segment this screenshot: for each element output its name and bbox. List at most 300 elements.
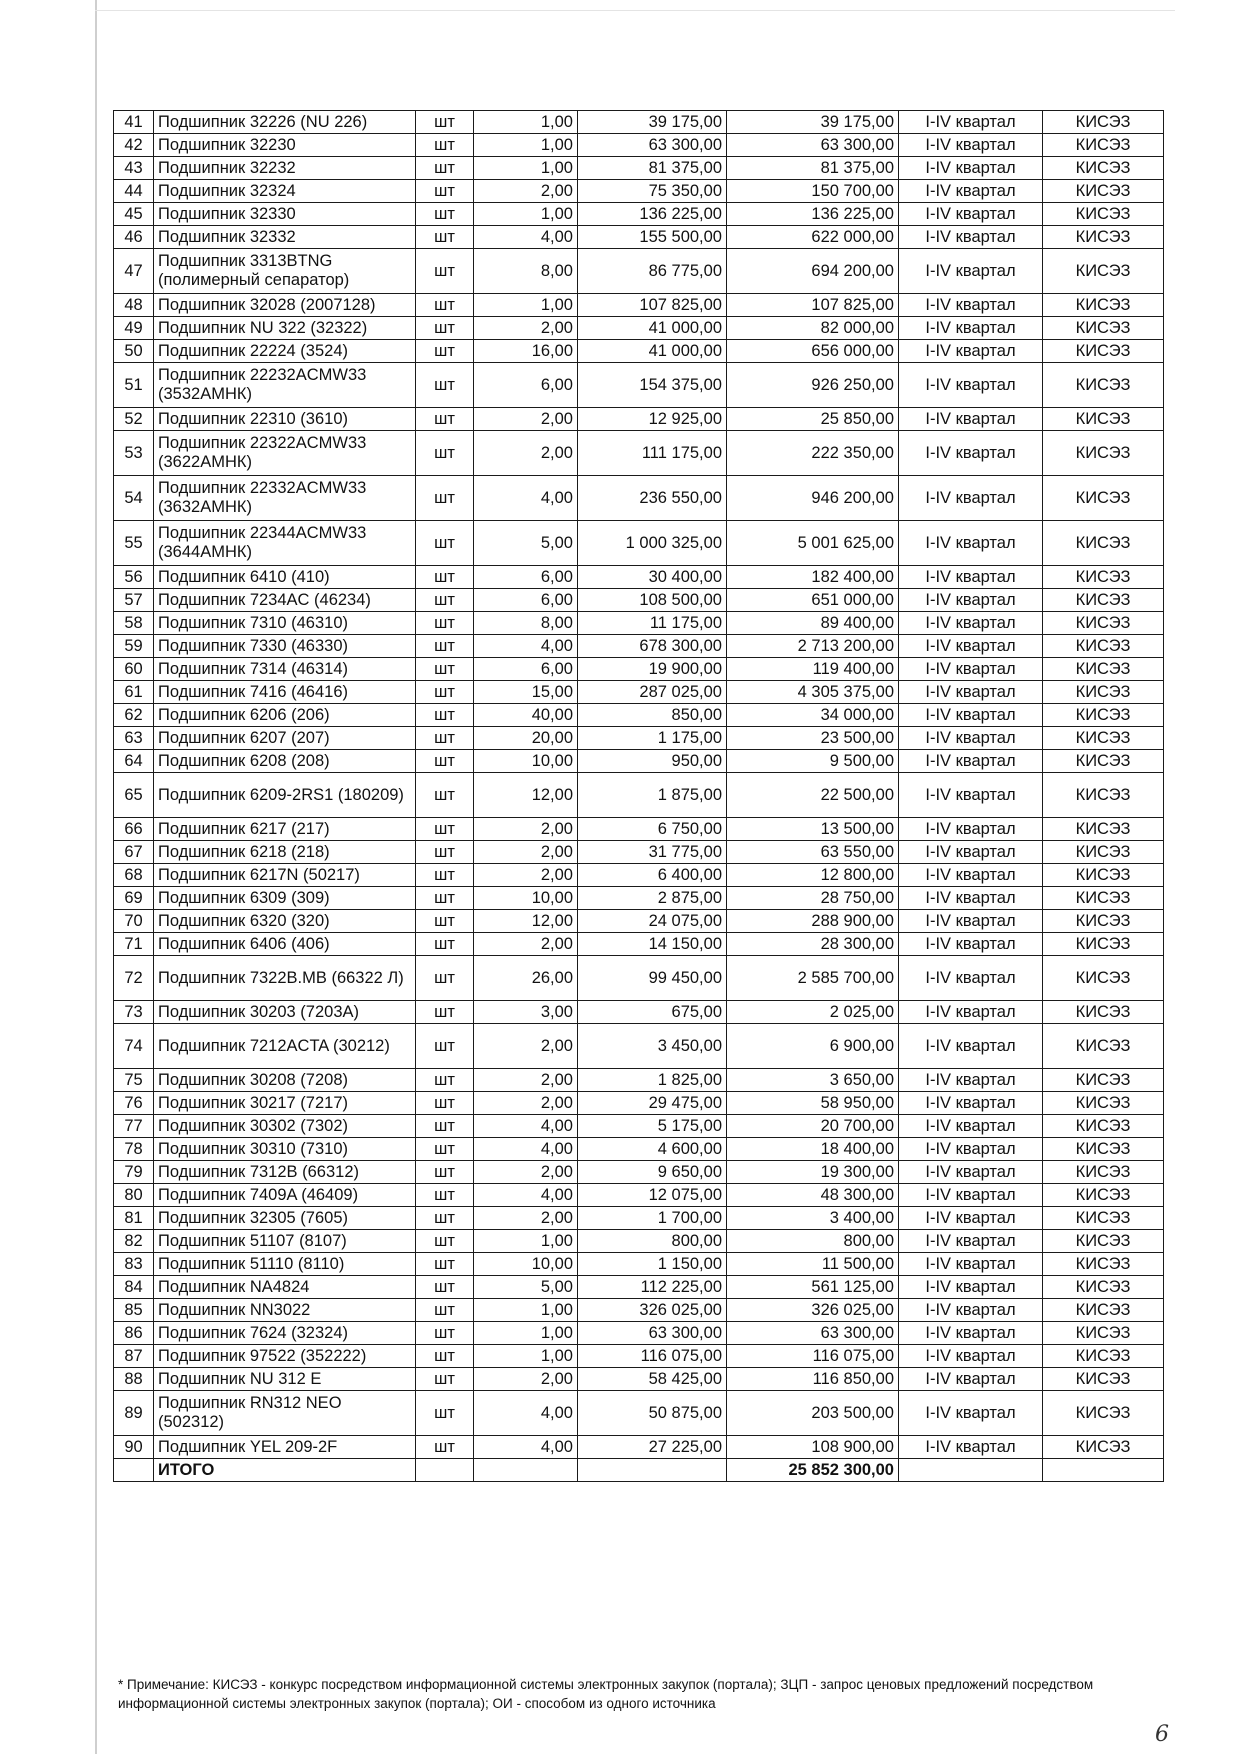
line-sum-cell: 28 750,00 [727, 887, 899, 910]
item-name-cell: Подшипник 22344ACMW33 (3644АМНК) [154, 521, 416, 566]
unit-cell: шт [416, 658, 474, 681]
line-sum-cell: 119 400,00 [727, 658, 899, 681]
item-name-cell: Подшипник 22232ACMW33 (3532АМНК) [154, 363, 416, 408]
delivery-period-cell: I-IV квартал [899, 956, 1043, 1001]
row-number-cell: 69 [114, 887, 154, 910]
delivery-period-cell: I-IV квартал [899, 1184, 1043, 1207]
row-number-cell: 50 [114, 340, 154, 363]
table-row [114, 1253, 1164, 1276]
table-row [114, 340, 1164, 363]
quantity-cell: 12,00 [474, 773, 578, 818]
row-number-cell: 48 [114, 294, 154, 317]
item-name-cell: Подшипник 6309 (309) [154, 887, 416, 910]
line-sum-cell: 108 900,00 [727, 1436, 899, 1459]
quantity-cell: 1,00 [474, 203, 578, 226]
procurement-method-cell: КИСЭЗ [1043, 203, 1164, 226]
row-number-cell: 52 [114, 408, 154, 431]
unit-cell: шт [416, 408, 474, 431]
procurement-method-cell: КИСЭЗ [1043, 566, 1164, 589]
item-name-cell: Подшипник 7330 (46330) [154, 635, 416, 658]
table-row [114, 134, 1164, 157]
item-name-cell: Подшипник 32028 (2007128) [154, 294, 416, 317]
delivery-period-cell: I-IV квартал [899, 476, 1043, 521]
row-number-cell: 82 [114, 1230, 154, 1253]
quantity-cell: 8,00 [474, 612, 578, 635]
line-sum-cell: 39 175,00 [727, 111, 899, 134]
item-name-cell: Подшипник RN312 NEO (502312) [154, 1391, 416, 1436]
quantity-cell: 10,00 [474, 887, 578, 910]
item-name-cell: Подшипник 6218 (218) [154, 841, 416, 864]
total-empty-cell [114, 1459, 154, 1482]
line-sum-cell: 13 500,00 [727, 818, 899, 841]
line-sum-cell: 82 000,00 [727, 317, 899, 340]
unit-price-cell: 30 400,00 [578, 566, 727, 589]
footnote: * Примечание: КИСЭЗ - конкурс посредством информационной системы электронных закупок (портала); ЗЦП - запрос ценовых предложений посредством информационной системы электронных закупок (портала); ОИ - способом из одного источника [118, 1677, 1094, 1711]
quantity-cell: 4,00 [474, 1436, 578, 1459]
quantity-cell: 1,00 [474, 1299, 578, 1322]
line-sum-cell: 63 300,00 [727, 1322, 899, 1345]
line-sum-cell: 561 125,00 [727, 1276, 899, 1299]
delivery-period-cell: I-IV квартал [899, 408, 1043, 431]
line-sum-cell: 48 300,00 [727, 1184, 899, 1207]
table-row [114, 727, 1164, 750]
delivery-period-cell: I-IV квартал [899, 180, 1043, 203]
quantity-cell: 3,00 [474, 1001, 578, 1024]
row-number-cell: 43 [114, 157, 154, 180]
item-name-cell: Подшипник NA4824 [154, 1276, 416, 1299]
page-number: 6 [1155, 1722, 1169, 1747]
item-name-cell: Подшипник 30310 (7310) [154, 1138, 416, 1161]
line-sum-cell: 116 075,00 [727, 1345, 899, 1368]
item-name-cell: Подшипник 6209-2RS1 (180209) [154, 773, 416, 818]
delivery-period-cell: I-IV квартал [899, 1322, 1043, 1345]
delivery-period-cell: I-IV квартал [899, 363, 1043, 408]
row-number-cell: 51 [114, 363, 154, 408]
quantity-cell: 2,00 [474, 408, 578, 431]
item-name-cell: Подшипник 7212ACTA (30212) [154, 1024, 416, 1069]
unit-cell: шт [416, 1161, 474, 1184]
delivery-period-cell: I-IV квартал [899, 773, 1043, 818]
item-name-cell: Подшипник 30208 (7208) [154, 1069, 416, 1092]
procurement-method-cell: КИСЭЗ [1043, 1207, 1164, 1230]
unit-cell: шт [416, 635, 474, 658]
quantity-cell: 4,00 [474, 1138, 578, 1161]
row-number-cell: 57 [114, 589, 154, 612]
row-number-cell: 88 [114, 1368, 154, 1391]
procurement-method-cell: КИСЭЗ [1043, 363, 1164, 408]
line-sum-cell: 19 300,00 [727, 1161, 899, 1184]
row-number-cell: 68 [114, 864, 154, 887]
quantity-cell: 8,00 [474, 249, 578, 294]
total-sum: 25 852 300,00 [727, 1459, 899, 1482]
unit-cell: шт [416, 203, 474, 226]
unit-cell: шт [416, 750, 474, 773]
row-number-cell: 66 [114, 818, 154, 841]
table-body [114, 111, 1164, 1482]
procurement-method-cell: КИСЭЗ [1043, 612, 1164, 635]
quantity-cell: 6,00 [474, 589, 578, 612]
quantity-cell: 5,00 [474, 521, 578, 566]
unit-cell: шт [416, 704, 474, 727]
unit-price-cell: 326 025,00 [578, 1299, 727, 1322]
unit-cell: шт [416, 864, 474, 887]
quantity-cell: 15,00 [474, 681, 578, 704]
quantity-cell: 2,00 [474, 431, 578, 476]
table-row [114, 1276, 1164, 1299]
procurement-method-cell: КИСЭЗ [1043, 658, 1164, 681]
table-row [114, 203, 1164, 226]
delivery-period-cell: I-IV квартал [899, 1230, 1043, 1253]
row-number-cell: 81 [114, 1207, 154, 1230]
unit-cell: шт [416, 340, 474, 363]
unit-cell: шт [416, 363, 474, 408]
row-number-cell: 61 [114, 681, 154, 704]
line-sum-cell: 622 000,00 [727, 226, 899, 249]
unit-price-cell: 136 225,00 [578, 203, 727, 226]
table-row [114, 589, 1164, 612]
procurement-method-cell: КИСЭЗ [1043, 1299, 1164, 1322]
delivery-period-cell: I-IV квартал [899, 1115, 1043, 1138]
row-number-cell: 56 [114, 566, 154, 589]
delivery-period-cell: I-IV квартал [899, 910, 1043, 933]
item-name-cell: Подшипник 6217N (50217) [154, 864, 416, 887]
delivery-period-cell: I-IV квартал [899, 887, 1043, 910]
line-sum-cell: 182 400,00 [727, 566, 899, 589]
table-row [114, 1138, 1164, 1161]
unit-cell: шт [416, 1001, 474, 1024]
quantity-cell: 4,00 [474, 476, 578, 521]
procurement-method-cell: КИСЭЗ [1043, 1436, 1164, 1459]
quantity-cell: 6,00 [474, 363, 578, 408]
line-sum-cell: 25 850,00 [727, 408, 899, 431]
unit-cell: шт [416, 1230, 474, 1253]
item-name-cell: Подшипник NU 322 (32322) [154, 317, 416, 340]
unit-price-cell: 155 500,00 [578, 226, 727, 249]
total-label: ИТОГО [154, 1459, 416, 1482]
unit-price-cell: 800,00 [578, 1230, 727, 1253]
item-name-cell: Подшипник 32332 [154, 226, 416, 249]
line-sum-cell: 694 200,00 [727, 249, 899, 294]
unit-price-cell: 12 075,00 [578, 1184, 727, 1207]
table-row [114, 180, 1164, 203]
procurement-method-cell: КИСЭЗ [1043, 1161, 1164, 1184]
unit-price-cell: 116 075,00 [578, 1345, 727, 1368]
item-name-cell: Подшипник 97522 (352222) [154, 1345, 416, 1368]
procurement-method-cell: КИСЭЗ [1043, 134, 1164, 157]
quantity-cell: 2,00 [474, 1092, 578, 1115]
unit-price-cell: 27 225,00 [578, 1436, 727, 1459]
procurement-method-cell: КИСЭЗ [1043, 317, 1164, 340]
row-number-cell: 59 [114, 635, 154, 658]
procurement-method-cell: КИСЭЗ [1043, 340, 1164, 363]
delivery-period-cell: I-IV квартал [899, 1345, 1043, 1368]
unit-price-cell: 236 550,00 [578, 476, 727, 521]
unit-price-cell: 81 375,00 [578, 157, 727, 180]
quantity-cell: 4,00 [474, 635, 578, 658]
unit-cell: шт [416, 1322, 474, 1345]
row-number-cell: 54 [114, 476, 154, 521]
delivery-period-cell: I-IV квартал [899, 841, 1043, 864]
row-number-cell: 62 [114, 704, 154, 727]
unit-cell: шт [416, 910, 474, 933]
table-row [114, 521, 1164, 566]
quantity-cell: 2,00 [474, 1368, 578, 1391]
table-row [114, 933, 1164, 956]
line-sum-cell: 926 250,00 [727, 363, 899, 408]
quantity-cell: 5,00 [474, 1276, 578, 1299]
line-sum-cell: 9 500,00 [727, 750, 899, 773]
line-sum-cell: 2 025,00 [727, 1001, 899, 1024]
table-row [114, 363, 1164, 408]
unit-cell: шт [416, 727, 474, 750]
unit-cell: шт [416, 111, 474, 134]
table-row [114, 566, 1164, 589]
line-sum-cell: 800,00 [727, 1230, 899, 1253]
table-row [114, 476, 1164, 521]
unit-price-cell: 108 500,00 [578, 589, 727, 612]
delivery-period-cell: I-IV квартал [899, 727, 1043, 750]
unit-price-cell: 5 175,00 [578, 1115, 727, 1138]
procurement-method-cell: КИСЭЗ [1043, 1391, 1164, 1436]
row-number-cell: 41 [114, 111, 154, 134]
procurement-method-cell: КИСЭЗ [1043, 864, 1164, 887]
delivery-period-cell: I-IV квартал [899, 1092, 1043, 1115]
line-sum-cell: 288 900,00 [727, 910, 899, 933]
procurement-method-cell: КИСЭЗ [1043, 1253, 1164, 1276]
delivery-period-cell: I-IV квартал [899, 1253, 1043, 1276]
delivery-period-cell: I-IV квартал [899, 704, 1043, 727]
item-name-cell: Подшипник 7310 (46310) [154, 612, 416, 635]
unit-cell: шт [416, 1368, 474, 1391]
table-row [114, 658, 1164, 681]
unit-price-cell: 111 175,00 [578, 431, 727, 476]
row-number-cell: 71 [114, 933, 154, 956]
row-number-cell: 47 [114, 249, 154, 294]
procurement-method-cell: КИСЭЗ [1043, 635, 1164, 658]
delivery-period-cell: I-IV квартал [899, 658, 1043, 681]
row-number-cell: 63 [114, 727, 154, 750]
procurement-method-cell: КИСЭЗ [1043, 956, 1164, 1001]
quantity-cell: 2,00 [474, 1024, 578, 1069]
unit-price-cell: 950,00 [578, 750, 727, 773]
procurement-method-cell: КИСЭЗ [1043, 249, 1164, 294]
unit-price-cell: 63 300,00 [578, 134, 727, 157]
item-name-cell: Подшипник 6208 (208) [154, 750, 416, 773]
delivery-period-cell: I-IV квартал [899, 226, 1043, 249]
table-row [114, 1001, 1164, 1024]
table-row [114, 956, 1164, 1001]
unit-cell: шт [416, 249, 474, 294]
table-row [114, 1230, 1164, 1253]
line-sum-cell: 326 025,00 [727, 1299, 899, 1322]
table-row [114, 317, 1164, 340]
row-number-cell: 80 [114, 1184, 154, 1207]
table-row [114, 226, 1164, 249]
quantity-cell: 6,00 [474, 658, 578, 681]
row-number-cell: 73 [114, 1001, 154, 1024]
line-sum-cell: 5 001 625,00 [727, 521, 899, 566]
procurement-method-cell: КИСЭЗ [1043, 1092, 1164, 1115]
line-sum-cell: 18 400,00 [727, 1138, 899, 1161]
quantity-cell: 26,00 [474, 956, 578, 1001]
procurement-method-cell: КИСЭЗ [1043, 226, 1164, 249]
row-number-cell: 67 [114, 841, 154, 864]
unit-cell: шт [416, 134, 474, 157]
procurement-method-cell: КИСЭЗ [1043, 1368, 1164, 1391]
unit-cell: шт [416, 431, 474, 476]
unit-price-cell: 4 600,00 [578, 1138, 727, 1161]
unit-price-cell: 29 475,00 [578, 1092, 727, 1115]
delivery-period-cell: I-IV квартал [899, 431, 1043, 476]
table-row [114, 1161, 1164, 1184]
table-row [114, 294, 1164, 317]
quantity-cell: 4,00 [474, 226, 578, 249]
item-name-cell: Подшипник 30302 (7302) [154, 1115, 416, 1138]
item-name-cell: Подшипник 22310 (3610) [154, 408, 416, 431]
scan-edge [95, 0, 97, 1754]
line-sum-cell: 2 713 200,00 [727, 635, 899, 658]
table-row [114, 111, 1164, 134]
table-row [114, 1092, 1164, 1115]
line-sum-cell: 3 400,00 [727, 1207, 899, 1230]
unit-price-cell: 678 300,00 [578, 635, 727, 658]
unit-price-cell: 11 175,00 [578, 612, 727, 635]
item-name-cell: Подшипник 6320 (320) [154, 910, 416, 933]
procurement-method-cell: КИСЭЗ [1043, 681, 1164, 704]
table-row [114, 635, 1164, 658]
row-number-cell: 42 [114, 134, 154, 157]
item-name-cell: Подшипник 7409A (46409) [154, 1184, 416, 1207]
unit-price-cell: 1 825,00 [578, 1069, 727, 1092]
quantity-cell: 2,00 [474, 933, 578, 956]
unit-price-cell: 1 700,00 [578, 1207, 727, 1230]
item-name-cell: Подшипник 51110 (8110) [154, 1253, 416, 1276]
table-row [114, 1207, 1164, 1230]
row-number-cell: 85 [114, 1299, 154, 1322]
unit-cell: шт [416, 1024, 474, 1069]
procurement-method-cell: КИСЭЗ [1043, 1184, 1164, 1207]
delivery-period-cell: I-IV квартал [899, 317, 1043, 340]
row-number-cell: 79 [114, 1161, 154, 1184]
quantity-cell: 1,00 [474, 294, 578, 317]
line-sum-cell: 203 500,00 [727, 1391, 899, 1436]
table-row [114, 1115, 1164, 1138]
table-row [114, 1322, 1164, 1345]
unit-cell: шт [416, 956, 474, 1001]
procurement-method-cell: КИСЭЗ [1043, 750, 1164, 773]
line-sum-cell: 3 650,00 [727, 1069, 899, 1092]
delivery-period-cell: I-IV квартал [899, 1391, 1043, 1436]
table-row [114, 910, 1164, 933]
quantity-cell: 2,00 [474, 818, 578, 841]
row-number-cell: 44 [114, 180, 154, 203]
unit-price-cell: 39 175,00 [578, 111, 727, 134]
procurement-method-cell: КИСЭЗ [1043, 294, 1164, 317]
item-name-cell: Подшипник 32305 (7605) [154, 1207, 416, 1230]
unit-cell: шт [416, 1092, 474, 1115]
quantity-cell: 40,00 [474, 704, 578, 727]
delivery-period-cell: I-IV квартал [899, 249, 1043, 294]
unit-cell: шт [416, 773, 474, 818]
quantity-cell: 4,00 [474, 1115, 578, 1138]
delivery-period-cell: I-IV квартал [899, 1299, 1043, 1322]
unit-price-cell: 154 375,00 [578, 363, 727, 408]
unit-price-cell: 86 775,00 [578, 249, 727, 294]
table-row [114, 704, 1164, 727]
row-number-cell: 72 [114, 956, 154, 1001]
unit-price-cell: 1 150,00 [578, 1253, 727, 1276]
quantity-cell: 16,00 [474, 340, 578, 363]
row-number-cell: 46 [114, 226, 154, 249]
unit-price-cell: 19 900,00 [578, 658, 727, 681]
unit-price-cell: 6 400,00 [578, 864, 727, 887]
quantity-cell: 1,00 [474, 111, 578, 134]
line-sum-cell: 2 585 700,00 [727, 956, 899, 1001]
table-row [114, 818, 1164, 841]
unit-price-cell: 1 175,00 [578, 727, 727, 750]
item-name-cell: Подшипник 7624 (32324) [154, 1322, 416, 1345]
quantity-cell: 10,00 [474, 1253, 578, 1276]
item-name-cell: Подшипник NN3022 [154, 1299, 416, 1322]
delivery-period-cell: I-IV квартал [899, 111, 1043, 134]
unit-cell: шт [416, 1184, 474, 1207]
delivery-period-cell: I-IV квартал [899, 203, 1043, 226]
quantity-cell: 1,00 [474, 1345, 578, 1368]
line-sum-cell: 34 000,00 [727, 704, 899, 727]
procurement-method-cell: КИСЭЗ [1043, 1115, 1164, 1138]
delivery-period-cell: I-IV квартал [899, 864, 1043, 887]
total-row [114, 1459, 1164, 1482]
row-number-cell: 53 [114, 431, 154, 476]
unit-price-cell: 9 650,00 [578, 1161, 727, 1184]
unit-cell: шт [416, 612, 474, 635]
quantity-cell: 20,00 [474, 727, 578, 750]
delivery-period-cell: I-IV квартал [899, 1368, 1043, 1391]
unit-cell: шт [416, 294, 474, 317]
delivery-period-cell: I-IV квартал [899, 818, 1043, 841]
row-number-cell: 49 [114, 317, 154, 340]
item-name-cell: Подшипник 32324 [154, 180, 416, 203]
table-row [114, 431, 1164, 476]
item-name-cell: Подшипник 22224 (3524) [154, 340, 416, 363]
delivery-period-cell: I-IV квартал [899, 1024, 1043, 1069]
unit-price-cell: 58 425,00 [578, 1368, 727, 1391]
unit-price-cell: 1 875,00 [578, 773, 727, 818]
procurement-method-cell: КИСЭЗ [1043, 111, 1164, 134]
item-name-cell: Подшипник 30217 (7217) [154, 1092, 416, 1115]
quantity-cell: 1,00 [474, 1322, 578, 1345]
procurement-method-cell: КИСЭЗ [1043, 1276, 1164, 1299]
delivery-period-cell: I-IV квартал [899, 1069, 1043, 1092]
table-row [114, 864, 1164, 887]
unit-cell: шт [416, 226, 474, 249]
delivery-period-cell: I-IV квартал [899, 1276, 1043, 1299]
unit-cell: шт [416, 681, 474, 704]
procurement-method-cell: КИСЭЗ [1043, 1230, 1164, 1253]
delivery-period-cell: I-IV квартал [899, 681, 1043, 704]
unit-cell: шт [416, 521, 474, 566]
item-name-cell: Подшипник YEL 209-2F [154, 1436, 416, 1459]
line-sum-cell: 11 500,00 [727, 1253, 899, 1276]
quantity-cell: 10,00 [474, 750, 578, 773]
item-name-cell: Подшипник 6207 (207) [154, 727, 416, 750]
line-sum-cell: 6 900,00 [727, 1024, 899, 1069]
unit-cell: шт [416, 1276, 474, 1299]
unit-price-cell: 3 450,00 [578, 1024, 727, 1069]
unit-cell: шт [416, 317, 474, 340]
delivery-period-cell: I-IV квартал [899, 521, 1043, 566]
row-number-cell: 83 [114, 1253, 154, 1276]
